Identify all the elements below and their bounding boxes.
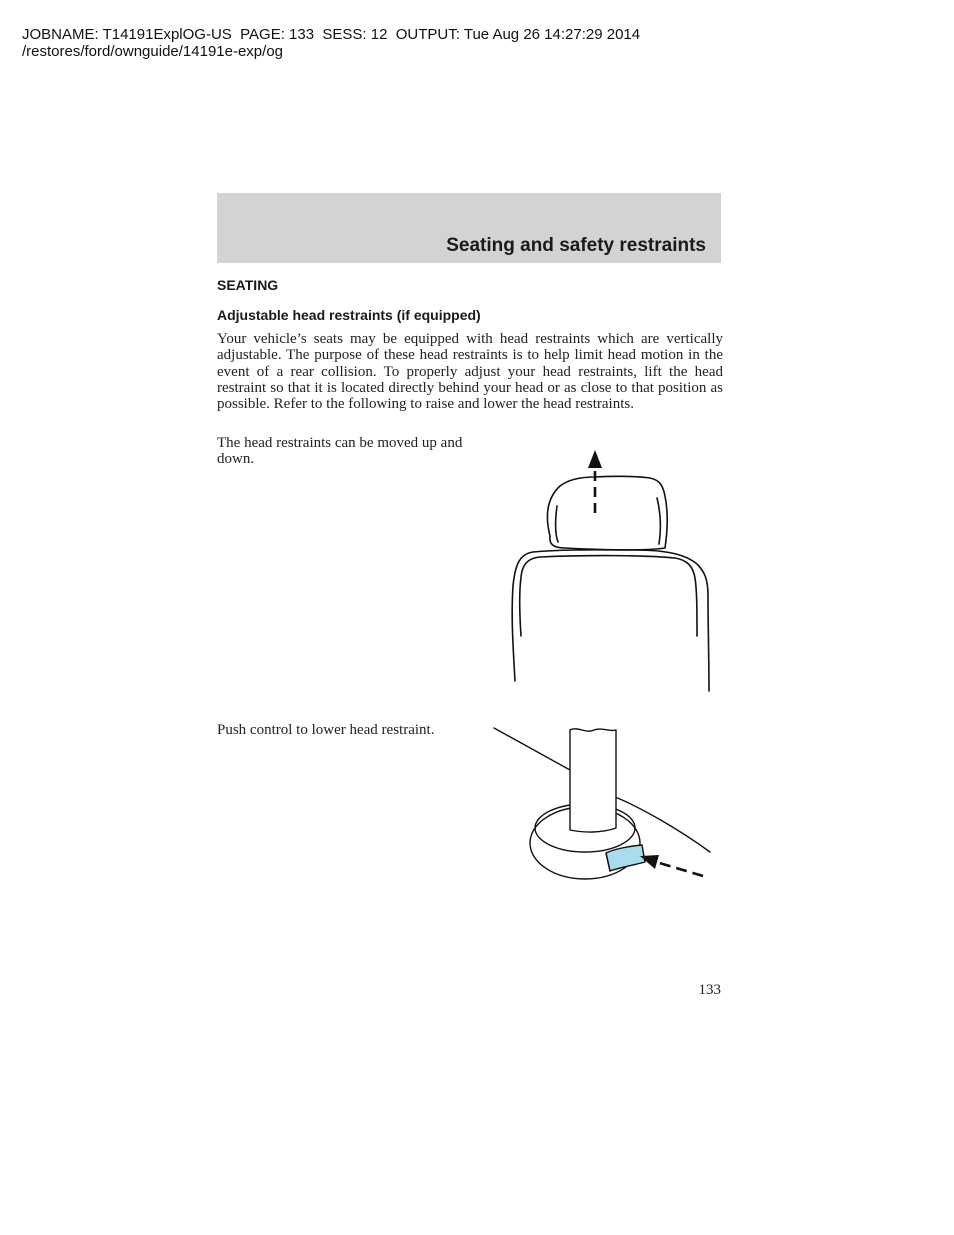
post-outline	[570, 729, 616, 832]
head-restraint-up-arrow-illustration	[505, 446, 720, 696]
head-restraint-button-illustration	[490, 722, 715, 892]
job-info-line-2: /restores/ford/ownguide/14191e-exp/og	[22, 43, 284, 60]
section-heading: SEATING	[217, 277, 279, 293]
job-info-line-1: JOBNAME: T14191ExplOG-US PAGE: 133 SESS: 12 OUTPUT: Tue Aug 26 14:27:29 2014	[22, 26, 641, 43]
page-number: 133	[698, 982, 721, 998]
page-title: Seating and safety restraints	[446, 235, 706, 256]
push-paragraph: Push control to lower head restraint.	[217, 722, 435, 738]
seat-edge-curve	[615, 797, 710, 852]
subsection-heading: Adjustable head restraints (if equipped)	[217, 307, 481, 323]
job-info	[22, 26, 640, 60]
up-arrow-icon	[588, 450, 602, 513]
push-arrow-icon	[640, 855, 703, 876]
seatback-inner-line	[520, 556, 697, 636]
seat-edge-line	[494, 728, 570, 770]
headrest-inner-line-right	[657, 498, 660, 544]
intro-paragraph: Your vehicle’s seats may be equipped with head restraints which are vertically adjustable. The purpose of these head restraints is to help limit head motion in the event of a rear collision. To properly adjust your head restraints, lift the head restraint so that it is located directly behind your head or as close to that position as possible. Refer to the following to raise and lower the head restraints.	[217, 331, 723, 413]
headrest-inner-line	[556, 506, 558, 542]
section-header-band	[217, 193, 721, 263]
moved-paragraph: The head restraints can be moved up and down.	[217, 435, 463, 468]
seatback-outline	[512, 550, 709, 691]
headrest-outline	[547, 476, 667, 550]
